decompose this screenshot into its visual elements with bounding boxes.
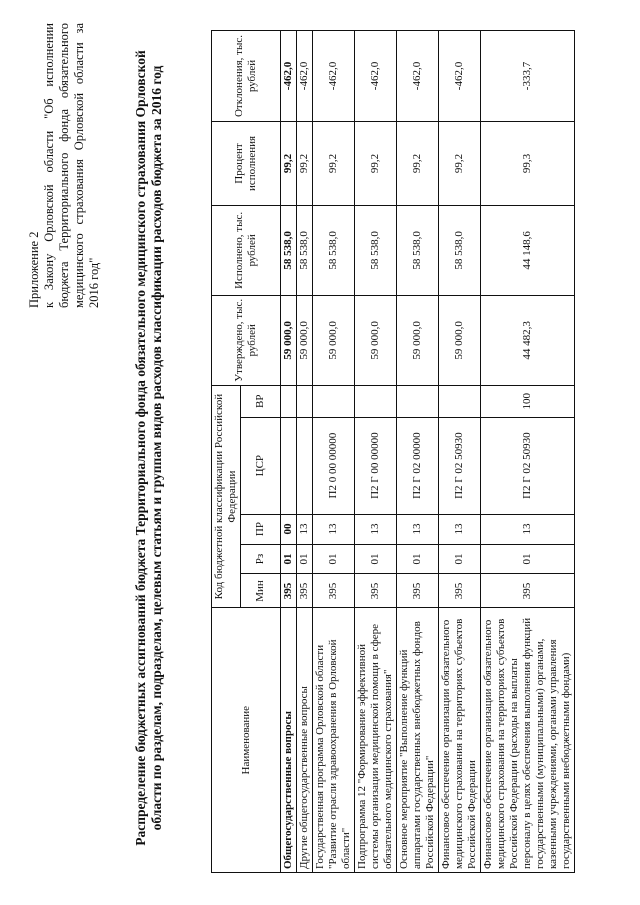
row-rz: 01 [397,544,439,574]
row-min: 395 [355,574,397,608]
row-executed: 44 148,6 [481,205,575,295]
row-csr: П2 Г 00 00000 [355,417,397,514]
row-executed: 58 538,0 [397,205,439,295]
row-approved: 59 000,0 [355,295,397,385]
row-deviation: -462,0 [281,31,297,122]
row-rz: 01 [355,544,397,574]
row-min: 395 [281,574,297,608]
row-deviation: -462,0 [313,31,355,122]
header-percent: Процент исполнения [212,122,281,206]
row-approved: 59 000,0 [297,295,313,385]
row-percent: 99,2 [281,122,297,206]
row-name: Финансовое обеспечение организации обязательного медицинского страхования на территориях субъектов Российской Федерации (расходы на выплаты персоналу в целях обеспечения выполнения функций государственными (муниципальными) органами, казенными учреждениями, органами управления государственными внебюджетными фондами) [481,608,575,873]
document-page [15,18,625,888]
row-deviation: -462,0 [297,31,313,122]
row-approved: 59 000,0 [281,295,297,385]
row-pr: 00 [281,514,297,544]
row-name: Финансовое обеспечение организации обязательного медицинского страхования на территориях субъектов Российской Федерации [439,608,481,873]
row-rz: 01 [281,544,297,574]
row-executed: 58 538,0 [355,205,397,295]
row-csr: П2 Г 02 50930 [439,417,481,514]
row-deviation: -462,0 [397,31,439,122]
row-executed: 58 538,0 [281,205,297,295]
row-min: 395 [439,574,481,608]
table-row [297,31,313,873]
row-min: 395 [481,574,575,608]
row-min: 395 [397,574,439,608]
appendix-text: к Закону Орловской области "Об исполнении бюджета Территориального фонда обязательного медицинского страхования Орловской области за 2016 год" [42,23,101,308]
row-min: 395 [297,574,313,608]
header-deviation: Отклонения, тыс. рублей [212,31,281,122]
row-percent: 99,2 [439,122,481,206]
row-executed: 58 538,0 [297,205,313,295]
header-vr: ВР [241,385,281,417]
row-pr: 13 [355,514,397,544]
row-rz: 01 [481,544,575,574]
row-percent: 99,2 [355,122,397,206]
header-code-group: Код бюджетной классификации Российской Федерации [212,385,241,608]
row-min: 395 [313,574,355,608]
row-name: Общегосударственные вопросы [281,608,297,873]
row-executed: 58 538,0 [439,205,481,295]
row-pr: 13 [313,514,355,544]
row-approved: 59 000,0 [313,295,355,385]
row-approved: 59 000,0 [439,295,481,385]
table-row [397,31,439,873]
row-deviation: -333,7 [481,31,575,122]
row-pr: 13 [481,514,575,544]
row-rz: 01 [313,544,355,574]
row-vr [439,385,481,417]
row-name: Подпрограмма 12 "Формирование эффективной системы организации медицинской помощи в сфере обязательного медицинского страхования" [355,608,397,873]
row-pr: 13 [439,514,481,544]
table-row [481,31,575,873]
header-rz: Рз [241,544,281,574]
row-percent: 99,2 [313,122,355,206]
appendix-label: Приложение 2 [27,231,41,308]
table-row [439,31,481,873]
table-row [281,31,297,873]
row-pr: 13 [397,514,439,544]
row-vr: 100 [481,385,575,417]
header-executed: Исполнено, тыс. рублей [212,205,281,295]
row-pr: 13 [297,514,313,544]
row-deviation: -462,0 [439,31,481,122]
row-csr: П2 0 00 00000 [313,417,355,514]
row-vr [397,385,439,417]
table-row [355,31,397,873]
row-deviation: -462,0 [355,31,397,122]
table-row [313,31,355,873]
table-body [281,31,575,873]
header-pr: ПР [241,514,281,544]
row-percent: 99,2 [297,122,313,206]
row-rz: 01 [439,544,481,574]
document-title: Распределение бюджетных ассигнований бюджета Территориального фонда обязательного медицинского страхования Орловской области по разделам, подразделам, целевым статьям и группам видов расходов классификации расходов бюджета за 2016 год [133,50,164,846]
row-percent: 99,2 [397,122,439,206]
header-min: Мин [241,574,281,608]
header-name: Наименование [212,608,281,873]
row-vr [297,385,313,417]
header-approved: Утверждено, тыс. рублей [212,295,281,385]
appendix-note [27,23,102,308]
row-name: Другие общегосударственные вопросы [297,608,313,873]
row-name: Основное мероприятие "Выполнение функций аппаратами государственных внебюджетных фондов Российской Федерации" [397,608,439,873]
row-percent: 99,3 [481,122,575,206]
row-vr [355,385,397,417]
row-vr [281,385,297,417]
budget-table [211,30,575,873]
header-csr: ЦСР [241,417,281,514]
row-vr [313,385,355,417]
row-approved: 44 482,3 [481,295,575,385]
row-csr [297,417,313,514]
row-approved: 59 000,0 [397,295,439,385]
row-csr [281,417,297,514]
row-csr: П2 Г 02 00000 [397,417,439,514]
row-name: Государственная программа Орловской области "Развитие отрасли здравоохранения в Орловской области" [313,608,355,873]
row-rz: 01 [297,544,313,574]
row-executed: 58 538,0 [313,205,355,295]
row-csr: П2 Г 02 50930 [481,417,575,514]
